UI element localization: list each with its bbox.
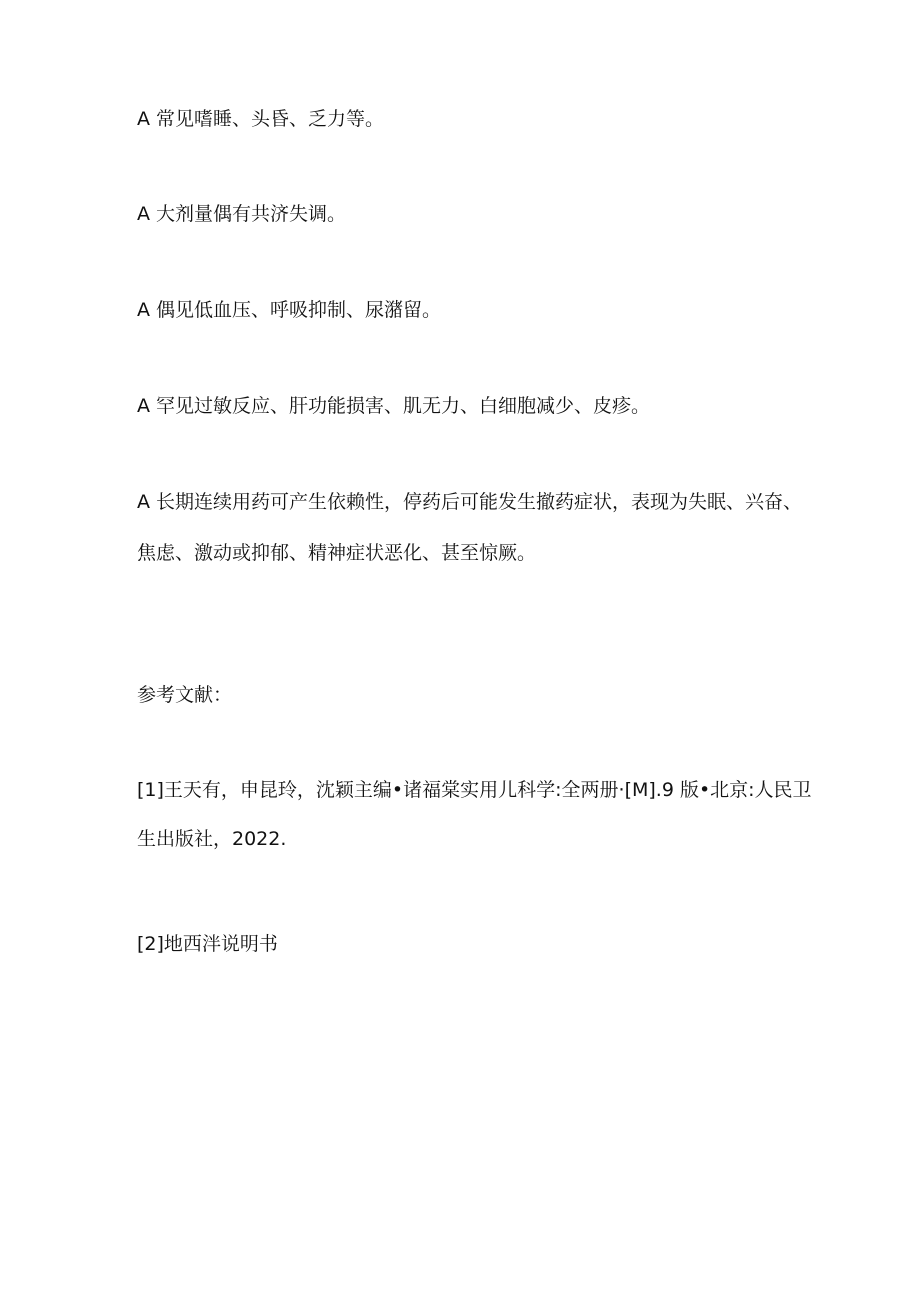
reference-2: [2]地西泮说明书: [137, 933, 278, 955]
paragraph-marker: A: [137, 108, 150, 130]
paragraph-marker: A: [137, 203, 150, 225]
reference-1-line-1: [1]王天有，申昆玲，沈颖主编•诸福棠实用儿科学:全两册·[M].9 版•北京:人民卫: [137, 779, 812, 801]
paragraph-side-effect-rare: [137, 393, 817, 419]
paragraph-dependence-line-2: 焦虑、激动或抑郁、精神症状恶化、甚至惊厥。: [137, 542, 537, 564]
paragraph-marker: A: [137, 299, 150, 321]
paragraph-side-effect-high-dose: [137, 201, 817, 227]
paragraph-text: 大剂量偶有共济失调。: [156, 203, 347, 225]
paragraph-text: 罕见过敏反应、肝功能损害、肌无力、白细胞减少、皮疹。: [156, 395, 651, 417]
paragraph-side-effect-common: [137, 106, 817, 132]
references-heading: 参考文献：: [137, 684, 233, 706]
paragraph-side-effect-occasional: [137, 297, 817, 323]
paragraph-marker: A: [137, 491, 150, 513]
paragraph-marker: A: [137, 395, 150, 417]
paragraph-text: 常见嗜睡、头昏、乏力等。: [156, 108, 385, 130]
paragraph-text: 偶见低血压、呼吸抑制、尿潴留。: [156, 299, 442, 321]
paragraph-text: 长期连续用药可产生依赖性，停药后可能发生撤药症状，表现为失眠、兴奋、: [156, 491, 803, 513]
paragraph-dependence-line-1: [137, 489, 817, 515]
reference-1-line-2: 生出版社，2022.: [137, 828, 287, 850]
